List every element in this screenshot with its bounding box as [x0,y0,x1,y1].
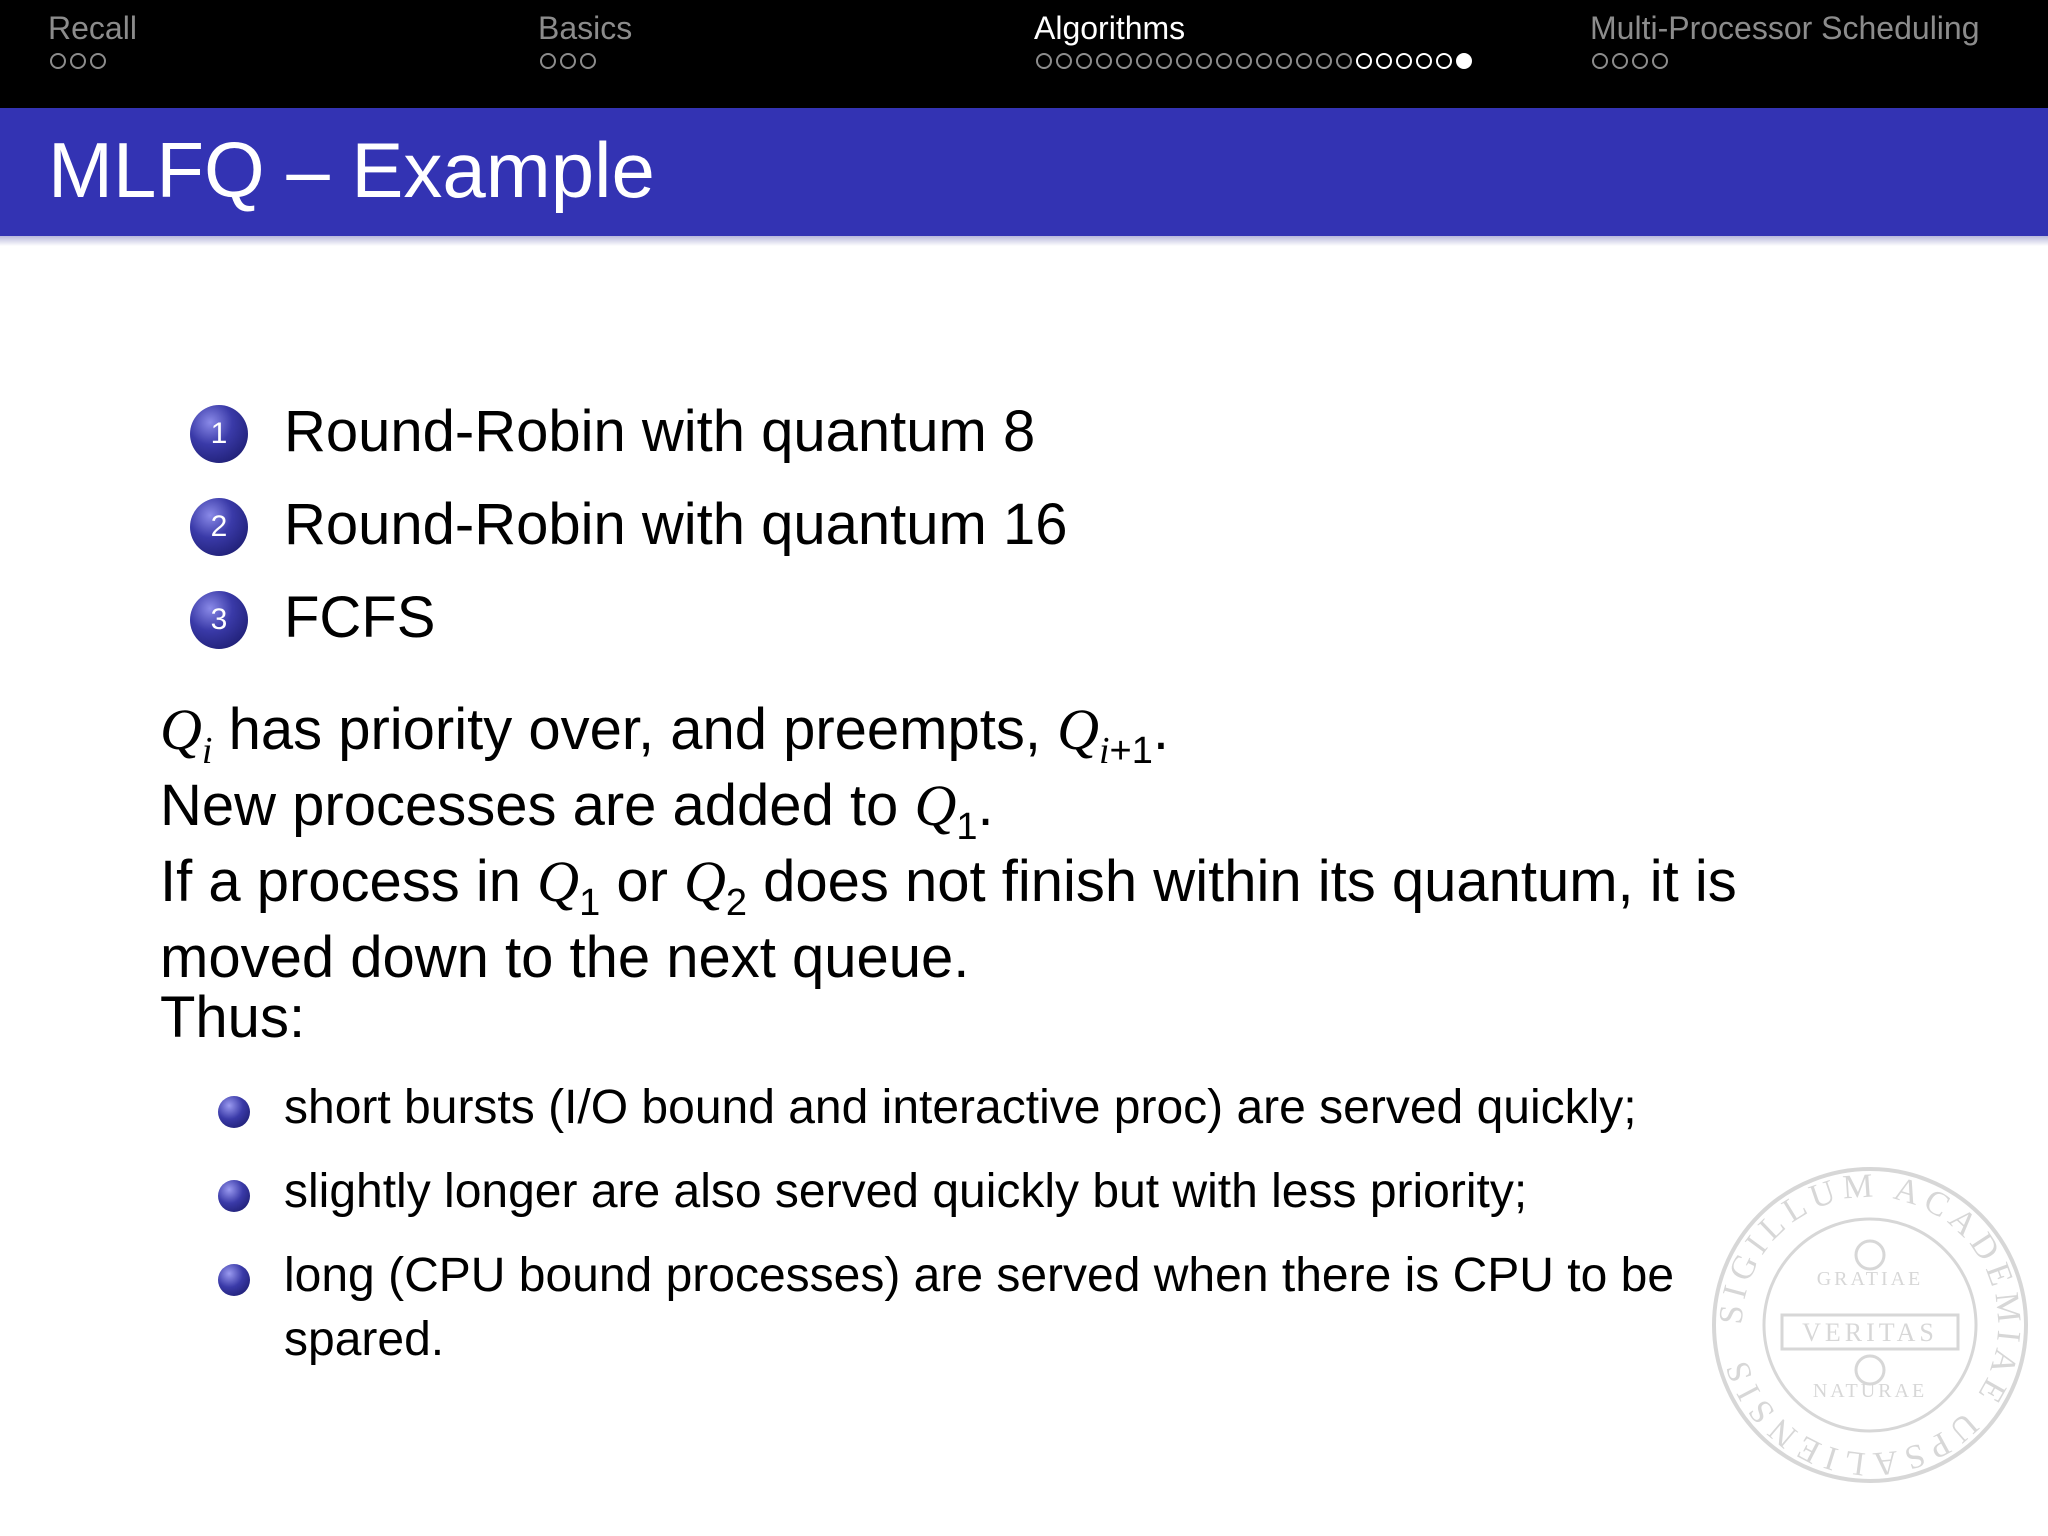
enumerate-text: FCFS [284,585,436,650]
bullet-text: slightly longer are also served quickly but with less priority; [284,1165,1528,1218]
nav-subsection-dot[interactable] [1396,53,1412,69]
paragraph-text: If a process in [160,849,538,914]
nav-subsection-dot[interactable] [560,53,576,69]
bullet-text: short bursts (I/O bound and interactive proc) are served quickly; [284,1081,1637,1134]
nav-subsection-dot[interactable] [1256,53,1272,69]
nav-subsection-dot[interactable] [90,53,106,69]
enumerate-number-ball: 2 [190,498,248,556]
nav-subsection-dots [1592,53,1980,69]
nav-subsection-dot[interactable] [1096,53,1112,69]
nav-subsection-dots [1036,53,1472,69]
math-subscript: i [201,730,213,772]
nav-section-title[interactable]: Multi-Processor Scheduling [1590,10,1980,46]
nav-subsection-dot[interactable] [1356,53,1372,69]
nav-section-title[interactable]: Recall [48,10,137,46]
paragraph-text: . [1152,697,1169,762]
nav-subsection-dots [540,53,632,69]
frame-title-shadow [0,236,2048,246]
enumerate-text: Round-Robin with quantum 16 [284,492,1068,557]
math-q: Q [160,697,202,762]
paragraph-text: or [600,849,685,914]
nav-section-basics[interactable] [538,8,632,69]
math-q: Q [537,849,580,914]
paragraph-line-new-processes [160,768,994,851]
paragraph-text: has priority over, and preempts, [212,697,1058,762]
nav-subsection-dot[interactable] [1076,53,1092,69]
seal-ribbon-text: VERITAS [1802,1318,1938,1347]
nav-subsection-dot[interactable] [1416,53,1432,69]
paragraph-line-quantum [160,844,1737,927]
paragraph-line-priority [160,692,1169,775]
bullet-ball-icon [218,1264,250,1296]
nav-subsection-dots [50,53,137,69]
nav-subsection-dot[interactable] [1592,53,1608,69]
nav-section-algorithms[interactable] [1034,8,1472,69]
enumerate-text: Round-Robin with quantum 8 [284,399,1036,464]
math-subscript: +1 [1109,730,1153,772]
nav-section-title[interactable]: Basics [538,10,633,46]
nav-subsection-dot[interactable] [580,53,596,69]
seal-outer-text: SIGILLUM ACADEMIAE UPSALIENSIS [1712,1167,2029,1483]
nav-subsection-dot[interactable] [1296,53,1312,69]
math-subscript: 1 [579,882,601,924]
university-seal-logo [1710,1165,2030,1485]
nav-subsection-dot[interactable] [1176,53,1192,69]
nav-subsection-dot[interactable] [70,53,86,69]
paragraph-line-moved-down: moved down to the next queue. [160,925,970,990]
nav-subsection-dot[interactable] [50,53,66,69]
math-subscript: 1 [956,806,978,848]
nav-subsection-dot[interactable] [1056,53,1072,69]
math-q: Q [684,849,726,914]
nav-subsection-dot[interactable] [1116,53,1132,69]
nav-section-multi-processor-scheduling[interactable] [1590,8,1980,69]
math-subscript: i [1098,730,1110,772]
nav-subsection-dot[interactable] [1136,53,1152,69]
bullet-text: long (CPU bound processes) are served when there is CPU to be spared. [284,1249,1675,1366]
nav-subsection-dot[interactable] [1216,53,1232,69]
nav-subsection-dot[interactable] [1316,53,1332,69]
math-subscript: 2 [725,882,748,924]
nav-subsection-dot[interactable] [1276,53,1292,69]
nav-section-recall[interactable] [48,8,137,69]
paragraph-line-thus: Thus: [160,985,306,1050]
nav-subsection-dot[interactable] [1436,53,1452,69]
paragraph-text: does not finish within its quantum, it is [747,849,1737,914]
nav-subsection-dot[interactable] [1652,53,1668,69]
nav-section-title[interactable]: Algorithms [1034,10,1186,46]
paragraph-text: New processes are added to [160,773,915,838]
math-q: Q [914,773,957,838]
nav-subsection-dot[interactable] [1236,53,1252,69]
paragraph-text: . [977,773,994,838]
nav-subsection-dot[interactable] [1036,53,1052,69]
section-navigation-bar [0,0,2048,108]
nav-subsection-dot[interactable] [1612,53,1628,69]
nav-subsection-dot[interactable] [1156,53,1172,69]
seal-lower-text: NATURAE [1812,1380,1928,1402]
nav-subsection-dot[interactable] [1196,53,1212,69]
enumerate-number-ball: 3 [190,591,248,649]
bullet-ball-icon [218,1180,250,1212]
seal-upper-text: GRATIAE [1816,1268,1924,1290]
nav-subsection-dot[interactable] [1376,53,1392,69]
math-q: Q [1057,697,1099,762]
enumerate-number-ball: 1 [190,405,248,463]
frame-title: MLFQ – Example [48,126,655,214]
bullet-ball-icon [218,1096,250,1128]
nav-subsection-dot[interactable] [540,53,556,69]
nav-subsection-dot[interactable] [1456,53,1472,69]
nav-subsection-dot[interactable] [1336,53,1352,69]
nav-subsection-dot[interactable] [1632,53,1648,69]
